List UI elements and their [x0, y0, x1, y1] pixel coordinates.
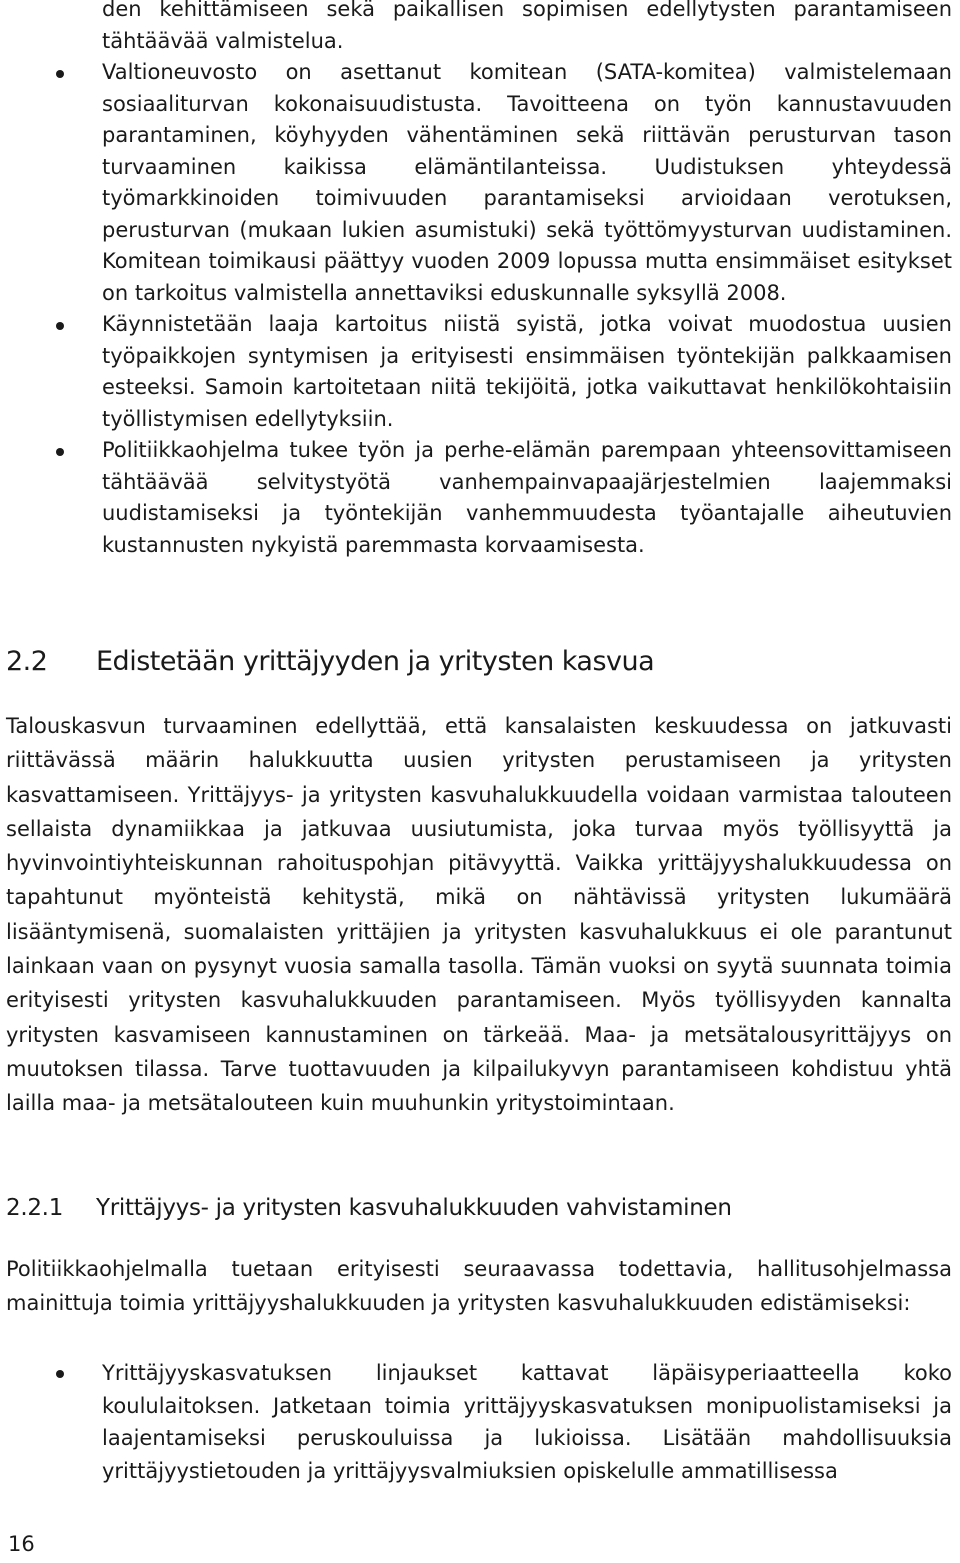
subsection-number: 2.2.1: [6, 1195, 64, 1221]
bullet-icon: [56, 70, 64, 78]
list-item-text: Yrittäjyyskasvatuksen linjaukset kattavat läpäisyperiaatteella koko koululaitoksen. Jatketaan toimia yrittäjyyskasvatuksen monipuolistamiseksi ja laajentamiseksi peruskouluissa ja lukioissa. Lisätään mahdollisuuksia yrittäjyystietouden ja yrittäjyysvalmiuksien opiskelulle ammatillisessa: [102, 1361, 952, 1483]
bottom-bullet-list: [0, 1357, 960, 1487]
body-paragraph: Talouskasvun turvaaminen edellyttää, että kansalaisten keskuudessa on jatkuvasti riittävässä määrin halukkuutta uusien yritysten perustamiseen ja yritysten kasvattamiseen. Yrittäjyys- ja yritysten kasvuhalukkuudella voidaan varmistaa talouteen sellaista dynamiikkaa ja jatkuvaa uusiutumista, joka turvaa myös työllisyyttä ja hyvinvointiyhteiskunnan rahoituspohjan pitävyyttä. Vaikka yrittäjyyshalukkuudessa on tapahtunut myönteistä kehitystä, mikä on nähtävissä yritysten lukumäärä lisääntymisenä, suomalaisten yrittäjien ja yritysten kasvuhalukkuus ei ole parantunut lainkaan vaan on pysynyt vuosia samalla tasolla. Tämän vuoksi on syytä suunnata toimia erityisesti yritysten kasvuhalukkuuden parantamiseen. Myös työllisyyden kannalta yritysten kasvamiseen kannustaminen on tärkeää. Maa- ja metsätalousyrittäjyys on muutoksen tilassa. Tarve tuottavuuden ja kilpailukyvyn parantamiseen kohdistuu yhtä lailla maa- ja metsätalouteen kuin muuhunkin yritystoimintaan.: [6, 714, 952, 1116]
list-item: [0, 435, 960, 561]
list-item-text: den kehittämiseen sekä paikallisen sopimisen edellytysten parantamiseen tähtäävää valmistelua.: [102, 0, 952, 53]
bullet-icon: [56, 448, 64, 456]
section-title: Edistetään yrittäjyyden ja yritysten kasvua: [96, 646, 655, 677]
body-paragraph: Politiikkaohjelmalla tuetaan erityisesti seuraavassa todettavia, hallitusohjelmassa mainittuja toimia yrittäjyyshalukkuuden ja yritysten kasvuhalukkuuden edistämiseksi:: [6, 1257, 952, 1316]
subsection-heading: [6, 1195, 732, 1221]
page-number: 16: [8, 1532, 35, 1556]
list-item: [0, 1357, 960, 1487]
bullet-icon: [56, 322, 64, 330]
list-item-text: Valtioneuvosto on asettanut komitean (SATA-komitea) valmistelemaan sosiaaliturvan kokonaisuudistusta. Tavoitteena on työn kannustavuuden parantaminen, köyhyyden vähentäminen sekä riittävän perusturvan tason turvaaminen kaikissa elämäntilanteissa. Uudistuksen yhteydessä työmarkkinoiden toimivuuden parantamiseksi arvioidaan verotuksen, perusturvan (mukaan lukien asumistuki) sekä työttömyysturvan uudistaminen. Komitean toimikausi päättyy vuoden 2009 lopussa mutta ensimmäiset esitykset on tarkoitus valmistella annettaviksi eduskunnalle syksyllä 2008.: [102, 60, 952, 305]
list-item-text: Käynnistetään laaja kartoitus niistä syistä, jotka voivat muodostua uusien työpaikkojen syntymisen ja erityisesti ensimmäisen työntekijän palkkaamisen esteeksi. Samoin kartoitetaan niitä tekijöitä, jotka vaikuttavat henkilökohtaisiin työllistymisen edellytyksiin.: [102, 312, 952, 431]
list-item: [0, 57, 960, 309]
list-item: [0, 309, 960, 435]
bullet-icon: [56, 1370, 64, 1378]
section-heading: [6, 646, 654, 677]
subsection-title: Yrittäjyys- ja yritysten kasvuhalukkuuden vahvistaminen: [96, 1195, 732, 1221]
list-item-text: Politiikkaohjelma tukee työn ja perhe-elämän parempaan yhteensovittamiseen tähtäävää selvitystyötä vanhempainvapaajärjestelmien laajemmaksi uudistamiseksi ja työntekijän vanhemmuudesta työantajalle aiheutuvien kustannusten nykyistä paremmasta korvaamisesta.: [102, 438, 952, 557]
list-item: [0, 0, 960, 57]
top-bullet-list: [0, 0, 960, 561]
section-number: 2.2: [6, 646, 48, 677]
